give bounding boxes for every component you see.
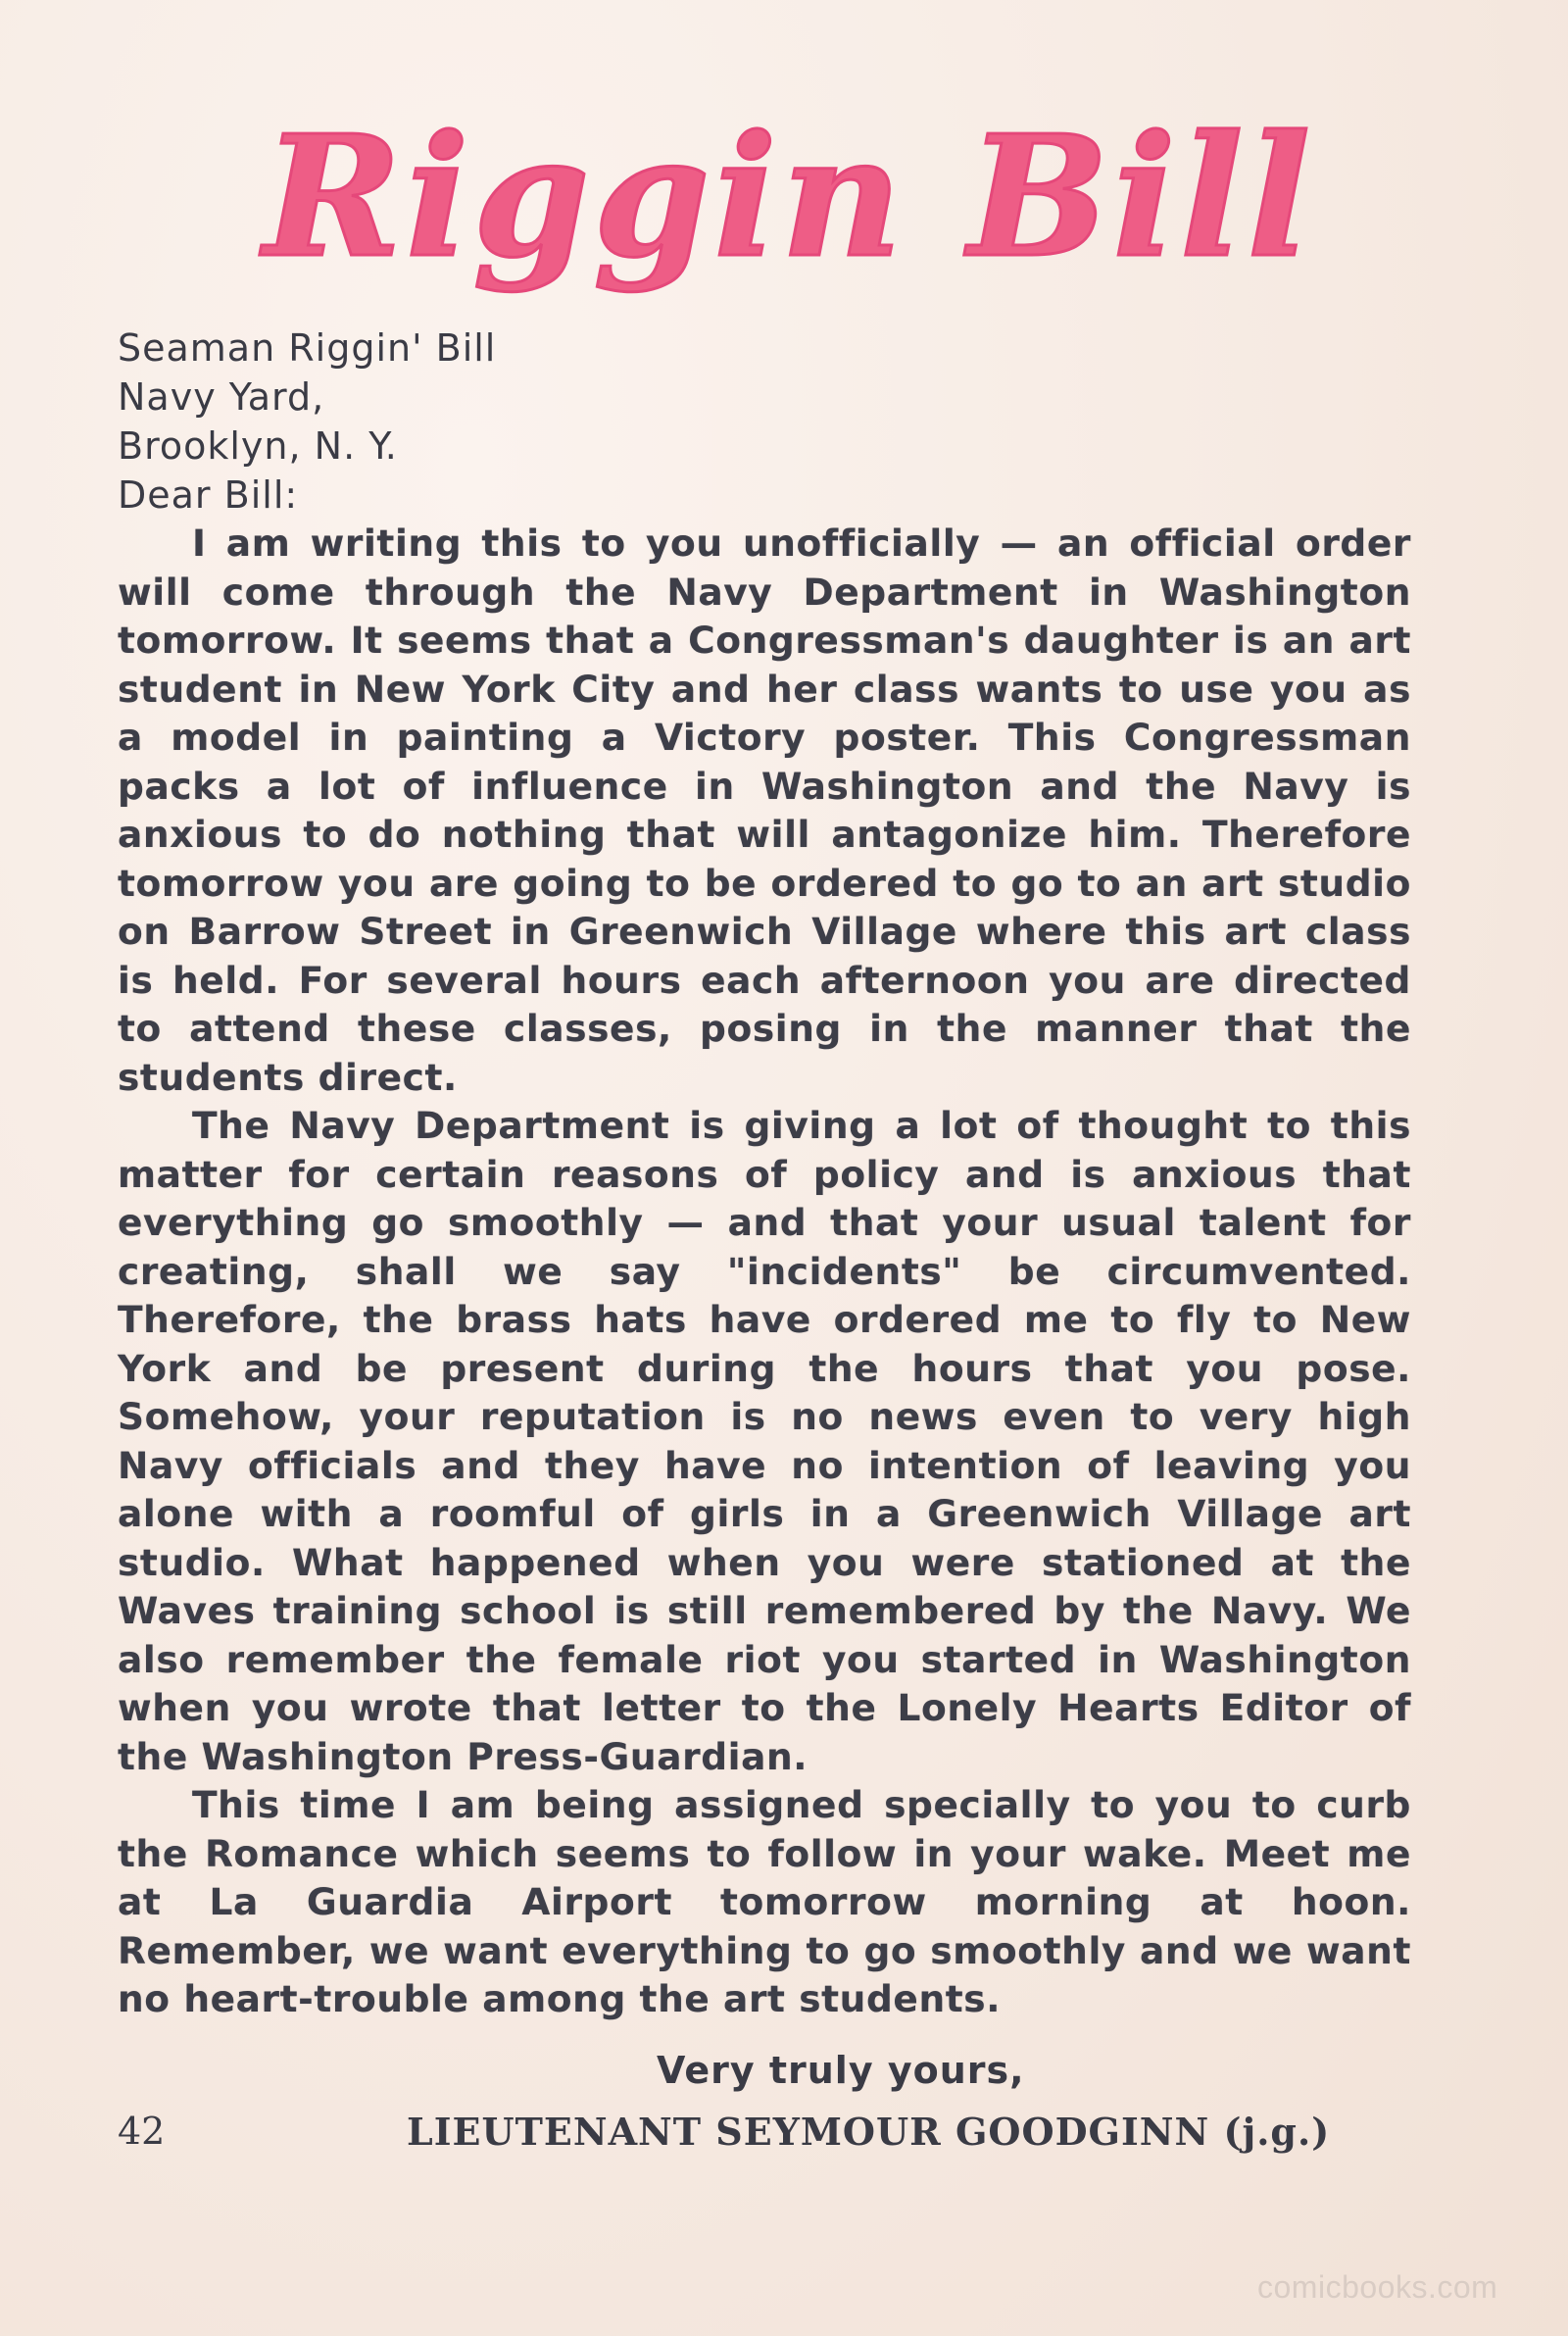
title-text: Riggin Bill — [263, 99, 1315, 295]
letter-body — [118, 520, 1411, 2024]
letter-address-block — [118, 323, 804, 520]
salutation: Dear Bill: — [118, 473, 299, 517]
letter-paragraph: This time I am being assigned specially to you to curb the Romance which seems to follow in your wake. Meet me at La Guardia Airport tomorrow morning at hoon. Remember, we want everything to go smoothly and we want no heart-trouble among the art students. — [118, 1783, 1411, 2020]
site-watermark: comicbooks.com — [1257, 2269, 1498, 2305]
letter-signature: LIEUTENANT SEYMOUR GOODGINN (j.g.) — [407, 2110, 1331, 2154]
title-script-svg — [147, 93, 1431, 333]
riggin-bill-logo — [147, 93, 1431, 333]
letter-paragraph: I am writing this to you unofficially — an official order will come through the Navy Department in Washington tomorrow. It seems that a Congressman's daughter is an art student in New York City and her class wants to use you as a model in painting a Victory poster. This Congressman packs a lot of influence in Washington and the Navy is anxious to do nothing that will antagonize him. Therefore tomorrow you are going to be ordered to go to an art studio on Barrow Street in Greenwich Village where this art class is held. For several hours each afternoon you are directed to attend these classes, posing in the manner that the students direct. — [118, 522, 1411, 1099]
recipient-location: Navy Yard, — [118, 375, 325, 419]
letter-closing: Very truly yours, — [657, 2049, 1025, 2092]
recipient-city: Brooklyn, N. Y. — [118, 424, 398, 468]
recipient-name: Seaman Riggin' Bill — [118, 326, 497, 370]
page-number: 42 — [118, 2110, 166, 2153]
letter-paragraph: The Navy Department is giving a lot of thought to this matter for certain reasons of policy and is anxious that everything go smoothly — and that your usual talent for creating, shall we say "incidents" be circumvented. Therefore, the brass hats have ordered me to fly to New York and be present during the hours that you pose. Somehow, your reputation is no news even to very high Navy officials and they have no intention of leaving you alone with a roomful of girls in a Greenwich Village art studio. What happened when you were stationed at the Waves training school is still remembered by the Navy. We also remember the female riot you started in Washington when you wrote that letter to the Lonely Hearts Editor of the Washington Press-Guardian. — [118, 1104, 1411, 1778]
